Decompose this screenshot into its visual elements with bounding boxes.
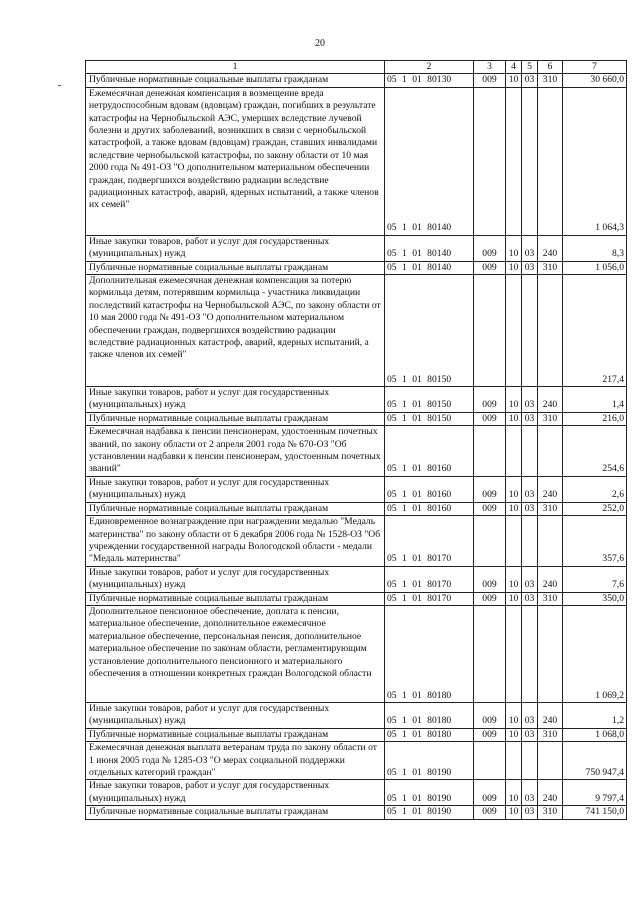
row-description: Публичные нормативные социальные выплаты гражданам <box>86 728 385 741</box>
row-code-4 <box>506 275 522 387</box>
row-amount: 216,0 <box>563 412 627 425</box>
row-amount: 9 797,4 <box>563 780 627 806</box>
row-code: 05 1 01 80170 <box>385 516 474 567</box>
row-code-3: 009 <box>474 387 506 413</box>
row-description: Иные закупки товаров, работ и услуг для государственных (муниципальных) нужд <box>86 235 385 261</box>
row-amount: 2,6 <box>563 476 627 502</box>
table-row <box>86 387 627 413</box>
row-code-3: 009 <box>474 476 506 502</box>
row-code: 05 1 01 80150 <box>385 387 474 413</box>
row-code-6: 240 <box>538 387 563 413</box>
table-row <box>86 235 627 261</box>
table-row <box>86 426 627 477</box>
row-code-6 <box>538 742 563 780</box>
row-code-6: 310 <box>538 74 563 87</box>
row-code-6 <box>538 87 563 235</box>
row-code-3: 009 <box>474 261 506 274</box>
row-code-5: 03 <box>522 412 538 425</box>
row-code-4: 10 <box>506 728 522 741</box>
header-cell-3: 3 <box>474 61 506 74</box>
table-row <box>86 516 627 567</box>
row-code-4: 10 <box>506 387 522 413</box>
row-description: Ежемесячная надбавка к пенсии пенсионерам, удостоенным почетных званий, по закону области от 2 апреля 2001 года № 670-ОЗ "Об установлении надбавки к пенсии пенсионерам, удостоенным почетных званий" <box>86 426 385 477</box>
table-row <box>86 74 627 87</box>
row-amount: 350,0 <box>563 592 627 605</box>
table-row <box>86 502 627 515</box>
row-code-3: 009 <box>474 592 506 605</box>
page-number: 20 <box>315 38 325 49</box>
row-code-6: 240 <box>538 476 563 502</box>
row-code-3: 009 <box>474 806 506 819</box>
row-code: 05 1 01 80180 <box>385 605 474 702</box>
row-code-6: 310 <box>538 592 563 605</box>
row-code: 05 1 01 80150 <box>385 412 474 425</box>
row-amount: 254,6 <box>563 426 627 477</box>
row-amount: 1,4 <box>563 387 627 413</box>
row-code-4: 10 <box>506 702 522 728</box>
row-code-5: 03 <box>522 502 538 515</box>
row-code-3 <box>474 275 506 387</box>
row-amount: 30 660,0 <box>563 74 627 87</box>
row-code-6 <box>538 605 563 702</box>
table-row <box>86 412 627 425</box>
table-row <box>86 87 627 235</box>
row-amount: 1 069,2 <box>563 605 627 702</box>
row-code-5: 03 <box>522 728 538 741</box>
row-amount: 217,4 <box>563 275 627 387</box>
row-description: Дополнительное пенсионное обеспечение, доплата к пенсии, материальное обеспечение, дополнительное ежемесячное материальное обеспечение, персональная пенсия, дополнительное материальное обеспечение по законам области, регламентирующим установление дополнительного пенсионного и материального обеспечения в отношении конкретных граждан Вологодской области <box>86 605 385 702</box>
row-code-3 <box>474 742 506 780</box>
row-code-3: 009 <box>474 502 506 515</box>
row-code-4: 10 <box>506 806 522 819</box>
row-amount: 8,3 <box>563 235 627 261</box>
table-row <box>86 728 627 741</box>
row-description: Ежемесячная денежная компенсация в возмещение вреда нетрудоспособным вдовам (вдовцам) граждан, погибших в результате катастрофы на Чернобыльской АЭС, умерших вследствие лучевой болезни и других заболеваний, возникших в связи с чернобыльской катастрофой, а также вдовам (вдовцам) граждан, ставших инвалидами вследствие чернобыльской катастрофы, по закону области от 10 мая 2000 года № 491-ОЗ "О дополнительном материальном обеспечении граждан, подвергшихся воздействию радиации вследствие радиационных катастроф, аварий, ядерных испытаний, а также членов их семей" <box>86 87 385 235</box>
row-description: Иные закупки товаров, работ и услуг для государственных (муниципальных) нужд <box>86 566 385 592</box>
row-description: Единовременное вознаграждение при награждении медалью "Медаль материнства" по закону области от 6 декабря 2006 года № 1528-ОЗ "Об учреждении государственной награды Вологодской области - медали "Медаль материнства" <box>86 516 385 567</box>
row-code-4 <box>506 87 522 235</box>
row-code: 05 1 01 80130 <box>385 74 474 87</box>
row-code-3: 009 <box>474 412 506 425</box>
row-code-5: 03 <box>522 235 538 261</box>
table-row <box>86 592 627 605</box>
row-code: 05 1 01 80190 <box>385 780 474 806</box>
table-row <box>86 742 627 780</box>
row-code: 05 1 01 80150 <box>385 275 474 387</box>
row-description: Публичные нормативные социальные выплаты гражданам <box>86 74 385 87</box>
row-code-4 <box>506 516 522 567</box>
row-code: 05 1 01 80170 <box>385 566 474 592</box>
row-code-5: 03 <box>522 261 538 274</box>
row-code: 05 1 01 80160 <box>385 426 474 477</box>
row-code: 05 1 01 80140 <box>385 261 474 274</box>
table-row <box>86 261 627 274</box>
row-code: 05 1 01 80190 <box>385 742 474 780</box>
margin-mark <box>58 85 61 86</box>
row-code-3 <box>474 426 506 477</box>
row-code-5: 03 <box>522 780 538 806</box>
row-code-6 <box>538 516 563 567</box>
row-amount: 357,6 <box>563 516 627 567</box>
row-code: 05 1 01 80180 <box>385 728 474 741</box>
row-code-6 <box>538 275 563 387</box>
table-row <box>86 566 627 592</box>
row-description: Иные закупки товаров, работ и услуг для государственных (муниципальных) нужд <box>86 387 385 413</box>
row-code-4 <box>506 605 522 702</box>
row-code-6: 240 <box>538 780 563 806</box>
row-amount: 750 947,4 <box>563 742 627 780</box>
row-description: Иные закупки товаров, работ и услуг для государственных (муниципальных) нужд <box>86 702 385 728</box>
table-row <box>86 605 627 702</box>
table-row <box>86 806 627 819</box>
row-code: 05 1 01 80180 <box>385 702 474 728</box>
row-description: Публичные нормативные социальные выплаты гражданам <box>86 412 385 425</box>
row-amount: 1 068,0 <box>563 728 627 741</box>
row-code-4: 10 <box>506 592 522 605</box>
header-cell-4: 4 <box>506 61 522 74</box>
row-description: Ежемесячная денежная выплата ветеранам труда по закону области от 1 июня 2005 года № 1285-ОЗ "О мерах социальной поддержки отдельных категорий граждан" <box>86 742 385 780</box>
header-cell-6: 6 <box>538 61 563 74</box>
row-code: 05 1 01 80170 <box>385 592 474 605</box>
row-code: 05 1 01 80140 <box>385 87 474 235</box>
row-code-3: 009 <box>474 780 506 806</box>
row-code-4: 10 <box>506 502 522 515</box>
row-code-4: 10 <box>506 476 522 502</box>
header-cell-5: 5 <box>522 61 538 74</box>
table-header-row <box>86 61 627 74</box>
row-code-5: 03 <box>522 592 538 605</box>
row-amount: 1 064,3 <box>563 87 627 235</box>
row-description: Иные закупки товаров, работ и услуг для государственных (муниципальных) нужд <box>86 476 385 502</box>
row-code-3: 009 <box>474 566 506 592</box>
row-code-4: 10 <box>506 74 522 87</box>
row-code-5 <box>522 87 538 235</box>
row-code: 05 1 01 80160 <box>385 502 474 515</box>
row-code-5 <box>522 516 538 567</box>
row-code-6: 240 <box>538 702 563 728</box>
row-code-5: 03 <box>522 702 538 728</box>
row-description: Публичные нормативные социальные выплаты гражданам <box>86 592 385 605</box>
row-code-6: 310 <box>538 728 563 741</box>
table-row <box>86 476 627 502</box>
row-code-4 <box>506 426 522 477</box>
row-code-4: 10 <box>506 412 522 425</box>
header-cell-7: 7 <box>563 61 627 74</box>
row-code-6: 310 <box>538 412 563 425</box>
header-cell-2: 2 <box>385 61 474 74</box>
row-amount: 1,2 <box>563 702 627 728</box>
row-code-3 <box>474 516 506 567</box>
row-code: 05 1 01 80140 <box>385 235 474 261</box>
row-code-4: 10 <box>506 780 522 806</box>
row-amount: 741 150,0 <box>563 806 627 819</box>
row-amount: 1 056,0 <box>563 261 627 274</box>
row-code-3: 009 <box>474 74 506 87</box>
row-code-3 <box>474 605 506 702</box>
budget-table <box>85 60 627 820</box>
row-code-6: 310 <box>538 502 563 515</box>
row-code-3: 009 <box>474 702 506 728</box>
row-code-4: 10 <box>506 235 522 261</box>
row-code-5 <box>522 275 538 387</box>
row-code-4 <box>506 742 522 780</box>
row-description: Публичные нормативные социальные выплаты гражданам <box>86 806 385 819</box>
table-row <box>86 702 627 728</box>
row-code-5: 03 <box>522 387 538 413</box>
row-code-5: 03 <box>522 566 538 592</box>
row-code-4: 10 <box>506 261 522 274</box>
row-code-4: 10 <box>506 566 522 592</box>
row-code-5: 03 <box>522 806 538 819</box>
row-code-3: 009 <box>474 728 506 741</box>
row-code: 05 1 01 80190 <box>385 806 474 819</box>
table-row <box>86 780 627 806</box>
table-row <box>86 275 627 387</box>
row-code-5: 03 <box>522 74 538 87</box>
row-code-5 <box>522 742 538 780</box>
row-code-5 <box>522 426 538 477</box>
row-description: Публичные нормативные социальные выплаты гражданам <box>86 261 385 274</box>
row-code-5 <box>522 605 538 702</box>
row-code: 05 1 01 80160 <box>385 476 474 502</box>
row-code-3 <box>474 87 506 235</box>
row-code-6: 310 <box>538 806 563 819</box>
row-code-6: 310 <box>538 261 563 274</box>
row-code-5: 03 <box>522 476 538 502</box>
header-cell-1: 1 <box>86 61 385 74</box>
row-code-6: 240 <box>538 566 563 592</box>
row-code-6: 240 <box>538 235 563 261</box>
row-code-6 <box>538 426 563 477</box>
row-description: Иные закупки товаров, работ и услуг для государственных (муниципальных) нужд <box>86 780 385 806</box>
row-description: Дополнительная ежемесячная денежная компенсация за потерю кормильца детям, потерявшим кормильца - участника ликвидации последствий катастрофы на Чернобыльской АЭС, по закону области от 10 мая 2000 года № 491-ОЗ "О дополнительном материальном обеспечении граждан, подвергшихся воздействию радиации вследствие радиационных катастроф, аварий, ядерных испытаний, а также членов их семей" <box>86 275 385 387</box>
row-amount: 7,6 <box>563 566 627 592</box>
row-amount: 252,0 <box>563 502 627 515</box>
row-code-3: 009 <box>474 235 506 261</box>
row-description: Публичные нормативные социальные выплаты гражданам <box>86 502 385 515</box>
